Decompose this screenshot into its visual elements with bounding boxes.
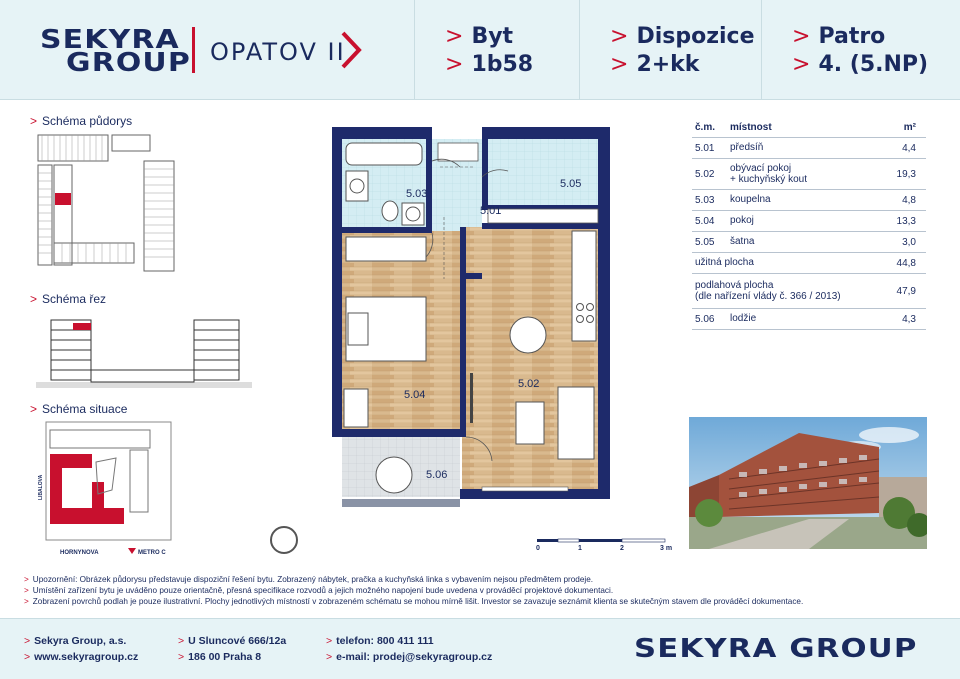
lodzie-row: 5.06 lodžie 4,3	[692, 309, 926, 330]
table-row: 5.03 koupelna 4,8	[692, 190, 926, 211]
dispozice-cell	[580, 0, 762, 100]
floorplan-schema-diagram	[36, 133, 186, 283]
footer-address-col: > U Sluncové 666/12a > 186 00 Praha 8	[178, 635, 287, 663]
site-schema-diagram	[36, 420, 176, 558]
address-city: 186 00 Praha 8	[188, 651, 262, 663]
logo-group-text: GROUP	[66, 48, 191, 78]
note-line: > Upozornění: Obrázek půdorysu představuje dispoziční řešení bytu. Zobrazený nábytek, pračka a kuchyňská linka s vybavením nejsou předmětem prodeje.	[24, 575, 594, 584]
logo-cell	[0, 0, 415, 100]
scale-tick-0: 0	[536, 545, 540, 552]
section-rez: > Schéma řez	[30, 292, 107, 306]
room-table	[692, 118, 926, 330]
footer-contact-col: > telefon: 800 411 111 > e-mail: prodej@sekyragroup.cz	[326, 635, 493, 663]
footer	[0, 618, 960, 679]
chevron-right-icon	[340, 30, 362, 70]
footer-company-col: > Sekyra Group, a.s. > www.sekyragroup.cz	[24, 635, 139, 663]
address-street: U Sluncové 666/12a	[188, 635, 287, 647]
apartment-marker	[55, 193, 71, 205]
chevron-icon: >	[792, 52, 811, 77]
room-label-501: 5.01	[480, 205, 502, 217]
dispozice-label: Dispozice	[636, 24, 755, 49]
table-row: 5.01 předsíň 4,4	[692, 138, 926, 159]
byt-label: Byt	[471, 24, 514, 49]
logo-sekyra-text: SEKYRA	[40, 25, 180, 55]
room-label-504: 5.04	[404, 389, 426, 401]
footer-logo: SEKYRA GROUP	[634, 634, 918, 664]
note-line: > Zobrazení povrchů podlah je pouze ilustrativní. Plochy jednotlivých místností v zobrazeném schématu se mohou mírně lišit. Investor se zavazuje seznámit klienta se skutečným stavem dle prováděcí dokumentace.	[24, 597, 804, 606]
phone-link[interactable]: telefon: 800 411 111	[336, 635, 434, 647]
table-row: 5.02 obývací pokoj + kuchyňský kout 19,3	[692, 159, 926, 190]
room-label-505: 5.05	[560, 178, 582, 190]
byt-cell	[415, 0, 580, 100]
street-label-left: LIBALOVA	[38, 474, 44, 500]
disclaimer-notes	[24, 574, 803, 607]
section-schema-diagram	[36, 310, 252, 388]
patro-value: 4. (5.NP)	[818, 52, 929, 77]
dispozice-value: 2+kk	[636, 52, 700, 77]
section-pudorys: > Schéma půdorys	[30, 114, 133, 128]
chevron-icon: >	[792, 24, 811, 49]
podlahova-plocha-row: podlahová plocha (dle nařízení vlády č. 366 / 2013) 47,9	[692, 274, 926, 309]
scale-tick-2: 2	[620, 545, 624, 552]
email-link[interactable]: e-mail: prodej@sekyragroup.cz	[336, 651, 493, 663]
logo-divider	[192, 27, 195, 73]
byt-value: 1b58	[471, 52, 534, 77]
building-render-image	[689, 417, 927, 549]
chevron-icon: >	[610, 52, 629, 77]
room-label-506: 5.06	[426, 469, 448, 481]
chevron-icon: >	[610, 24, 629, 49]
room-label-502: 5.02	[518, 378, 540, 390]
table-row: 5.05 šatna 3,0	[692, 232, 926, 253]
note-line: > Umístění zařízení bytu je uváděno pouze orientačně, přesná specifikace rozvodů a jejich možného napojení bude uvedena v prováděcí projektové dokumentaci.	[24, 586, 614, 595]
street-label-bottom: HORNYNOVA	[60, 550, 99, 556]
project-name: OPATOV II	[210, 38, 346, 66]
metro-label: METRO C	[138, 550, 166, 556]
north-arrow-icon	[270, 526, 298, 554]
room-label-503: 5.03	[406, 188, 428, 200]
section-situace: > Schéma situace	[30, 402, 128, 416]
patro-cell	[762, 0, 960, 100]
table-row: 5.04 pokoj 13,3	[692, 211, 926, 232]
scale-tick-1: 1	[578, 545, 582, 552]
chevron-icon: >	[445, 52, 464, 77]
header	[0, 0, 960, 100]
uzitna-plocha-row: užitná plocha 44,8	[692, 253, 926, 274]
company-name: Sekyra Group, a.s.	[34, 635, 127, 647]
scale-bar	[537, 537, 677, 555]
patro-label: Patro	[818, 24, 886, 49]
apartment-floorplan	[332, 127, 610, 507]
table-header-row: č.m. místnost m²	[692, 118, 926, 138]
chevron-icon: >	[445, 24, 464, 49]
scale-tick-3: 3 m	[660, 545, 673, 552]
website-link[interactable]: www.sekyragroup.cz	[34, 651, 139, 663]
